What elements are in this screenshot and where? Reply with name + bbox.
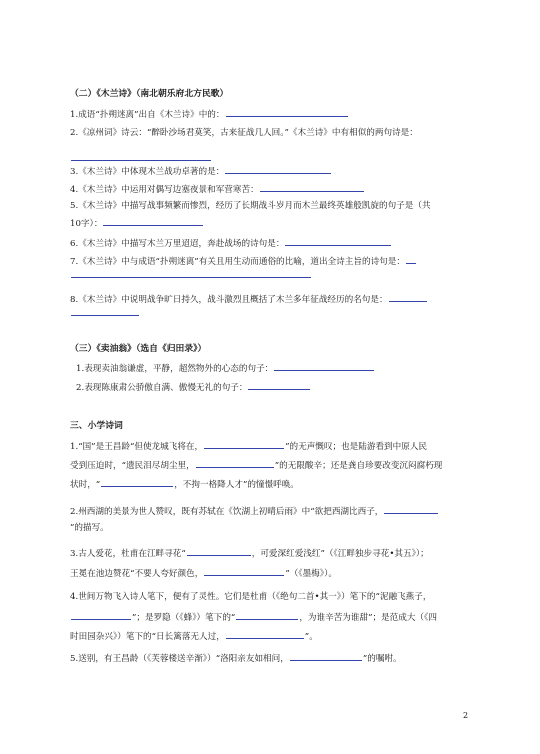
page-number: 2 [463, 711, 469, 720]
answer-blank[interactable] [187, 546, 251, 556]
question-text: 王冕在池边赞花“不要人夸好颜色， [70, 569, 204, 579]
question-mulan-6 [70, 236, 475, 250]
answer-blank[interactable] [236, 610, 298, 620]
question-text: ，可爱深红爱浅红”（《江畔独步寻花•其五》）； [251, 549, 429, 559]
question-text: ”的描写。 [70, 523, 109, 533]
answer-blank[interactable] [101, 477, 173, 487]
question-text: ”（《墨梅》）。 [285, 569, 337, 579]
answer-blank[interactable] [260, 182, 364, 192]
question-text: 10字）： [70, 219, 103, 229]
question-mulan-8-answer [70, 306, 475, 320]
question-primary-2-l2 [70, 522, 475, 534]
answer-blank[interactable] [226, 629, 304, 639]
answer-blank[interactable] [103, 216, 203, 226]
question-text: 5.《木兰诗》中描写战事频繁而惨烈，经历了长期战斗岁月而木兰最终英雄般凯旋的句子是（共 [70, 201, 431, 211]
answer-blank[interactable] [204, 566, 284, 576]
question-text: 2.表现陈康肃公骄傲自满、傲慢无礼的句子： [76, 383, 248, 393]
question-primary-3 [70, 546, 475, 560]
answer-blank[interactable] [290, 651, 362, 661]
section-heading-mulan: （二）《木兰诗》（南北朝乐府北方民歌） [70, 89, 229, 99]
question-primary-1-l3 [70, 477, 475, 491]
question-text: 4.《木兰诗》中运用对偶写边塞夜景和军营寒苦： [70, 185, 259, 195]
question-oilman-2 [76, 380, 481, 394]
question-text: 2.《凉州词》诗云：“醉卧沙场君莫笑，古来征战几人回。”《木兰诗》中有相似的两句诗是： [70, 128, 418, 138]
answer-blank[interactable] [71, 306, 139, 316]
answer-blank[interactable] [274, 361, 374, 371]
question-text: ”的无限酸辛；还是龚自珍要改变沉闷腐朽现 [274, 461, 443, 471]
question-mulan-5 [70, 200, 475, 212]
question-mulan-2-answer [70, 151, 475, 165]
question-text: ”。 [304, 632, 318, 642]
question-text: ”的无声慨叹；也是陆游看到中原人民 [285, 442, 428, 452]
question-primary-1 [70, 439, 475, 453]
question-oilman-1 [76, 361, 481, 375]
question-mulan-8 [70, 292, 475, 306]
question-text: 状时，“ [70, 480, 101, 490]
question-mulan-7-answer [70, 268, 475, 282]
question-mulan-7 [70, 254, 475, 268]
answer-blank[interactable] [71, 610, 131, 620]
question-primary-5 [70, 651, 475, 665]
question-mulan-4 [70, 182, 475, 196]
question-mulan-1 [70, 107, 475, 121]
question-text: 受到压迫时，“遗民泪尽胡尘里， [70, 461, 195, 471]
answer-blank[interactable] [384, 504, 438, 514]
question-text: 3.《木兰诗》中体现木兰战功卓著的是： [70, 167, 225, 177]
question-mulan-2 [70, 127, 475, 139]
question-mulan-5-cont [70, 216, 475, 230]
question-text: ”；是罗隐（《蜂》）笔下的“ [132, 613, 236, 623]
section-heading-oilman: （三）《卖油翁》（选自《归田录》） [70, 344, 207, 354]
question-text: 时田园杂兴》）笔下的“日长篱落无人过， [70, 632, 225, 642]
section-heading-primary: 三、小学诗词 [70, 421, 123, 431]
question-primary-4 [70, 591, 475, 603]
question-text: 7.《木兰诗》中与成语“扑朔迷离”有关且用生动而通俗的比喻，道出全诗主旨的诗句是： [70, 257, 405, 267]
question-text: 5.送别，有王昌龄（《芙蓉楼送辛渐》）“洛阳亲友如相问， [70, 654, 289, 664]
answer-blank[interactable] [71, 151, 211, 161]
question-text: 4.世间万物飞入诗人笔下，便有了灵性。它们是杜甫（《绝句二首•其一》）笔下的“泥融飞燕子， [70, 592, 432, 602]
question-text: 1.“国”是王昌龄“但使龙城飞将在， [70, 442, 204, 452]
question-text: ”的嘱咐。 [362, 654, 402, 664]
answer-blank[interactable] [71, 268, 311, 278]
question-primary-3-l2 [70, 566, 475, 580]
answer-blank[interactable] [196, 458, 274, 468]
answer-blank[interactable] [406, 254, 416, 264]
question-text: ，不拘一格降人才”的憧憬呼唤。 [174, 480, 299, 490]
question-text: 1.成语“扑朔迷离”出自《木兰诗》中的： [70, 110, 225, 120]
answer-blank[interactable] [225, 164, 331, 174]
answer-blank[interactable] [389, 292, 427, 302]
answer-blank[interactable] [248, 380, 310, 390]
question-text: 8.《木兰诗》中说明战争旷日持久，战斗激烈且概括了木兰多年征战经历的名句是： [70, 295, 388, 305]
question-text: 1.表现卖油翁谦虚，平静，超然物外的心态的句子： [76, 364, 274, 374]
question-text: 2.州西湖的美景为世人赞叹，既有苏轼在《饮湖上初晴后雨》中“欲把西湖比西子， [70, 507, 384, 517]
question-primary-1-l2 [70, 458, 475, 472]
question-text: 6.《木兰诗》中描写木兰万里迢迢，奔赴战场的诗句是： [70, 239, 285, 249]
answer-blank[interactable] [285, 236, 391, 246]
question-text: ，为谁辛苦为谁甜”；是范成大（《四 [299, 613, 437, 623]
answer-blank[interactable] [204, 439, 284, 449]
question-primary-2 [70, 504, 475, 518]
answer-blank[interactable] [226, 107, 348, 117]
question-primary-4-l3 [70, 629, 475, 643]
question-primary-4-l2 [70, 610, 475, 624]
question-mulan-3 [70, 164, 475, 178]
question-text: 3.古人爱花，杜甫在江畔寻花“ [70, 549, 186, 559]
